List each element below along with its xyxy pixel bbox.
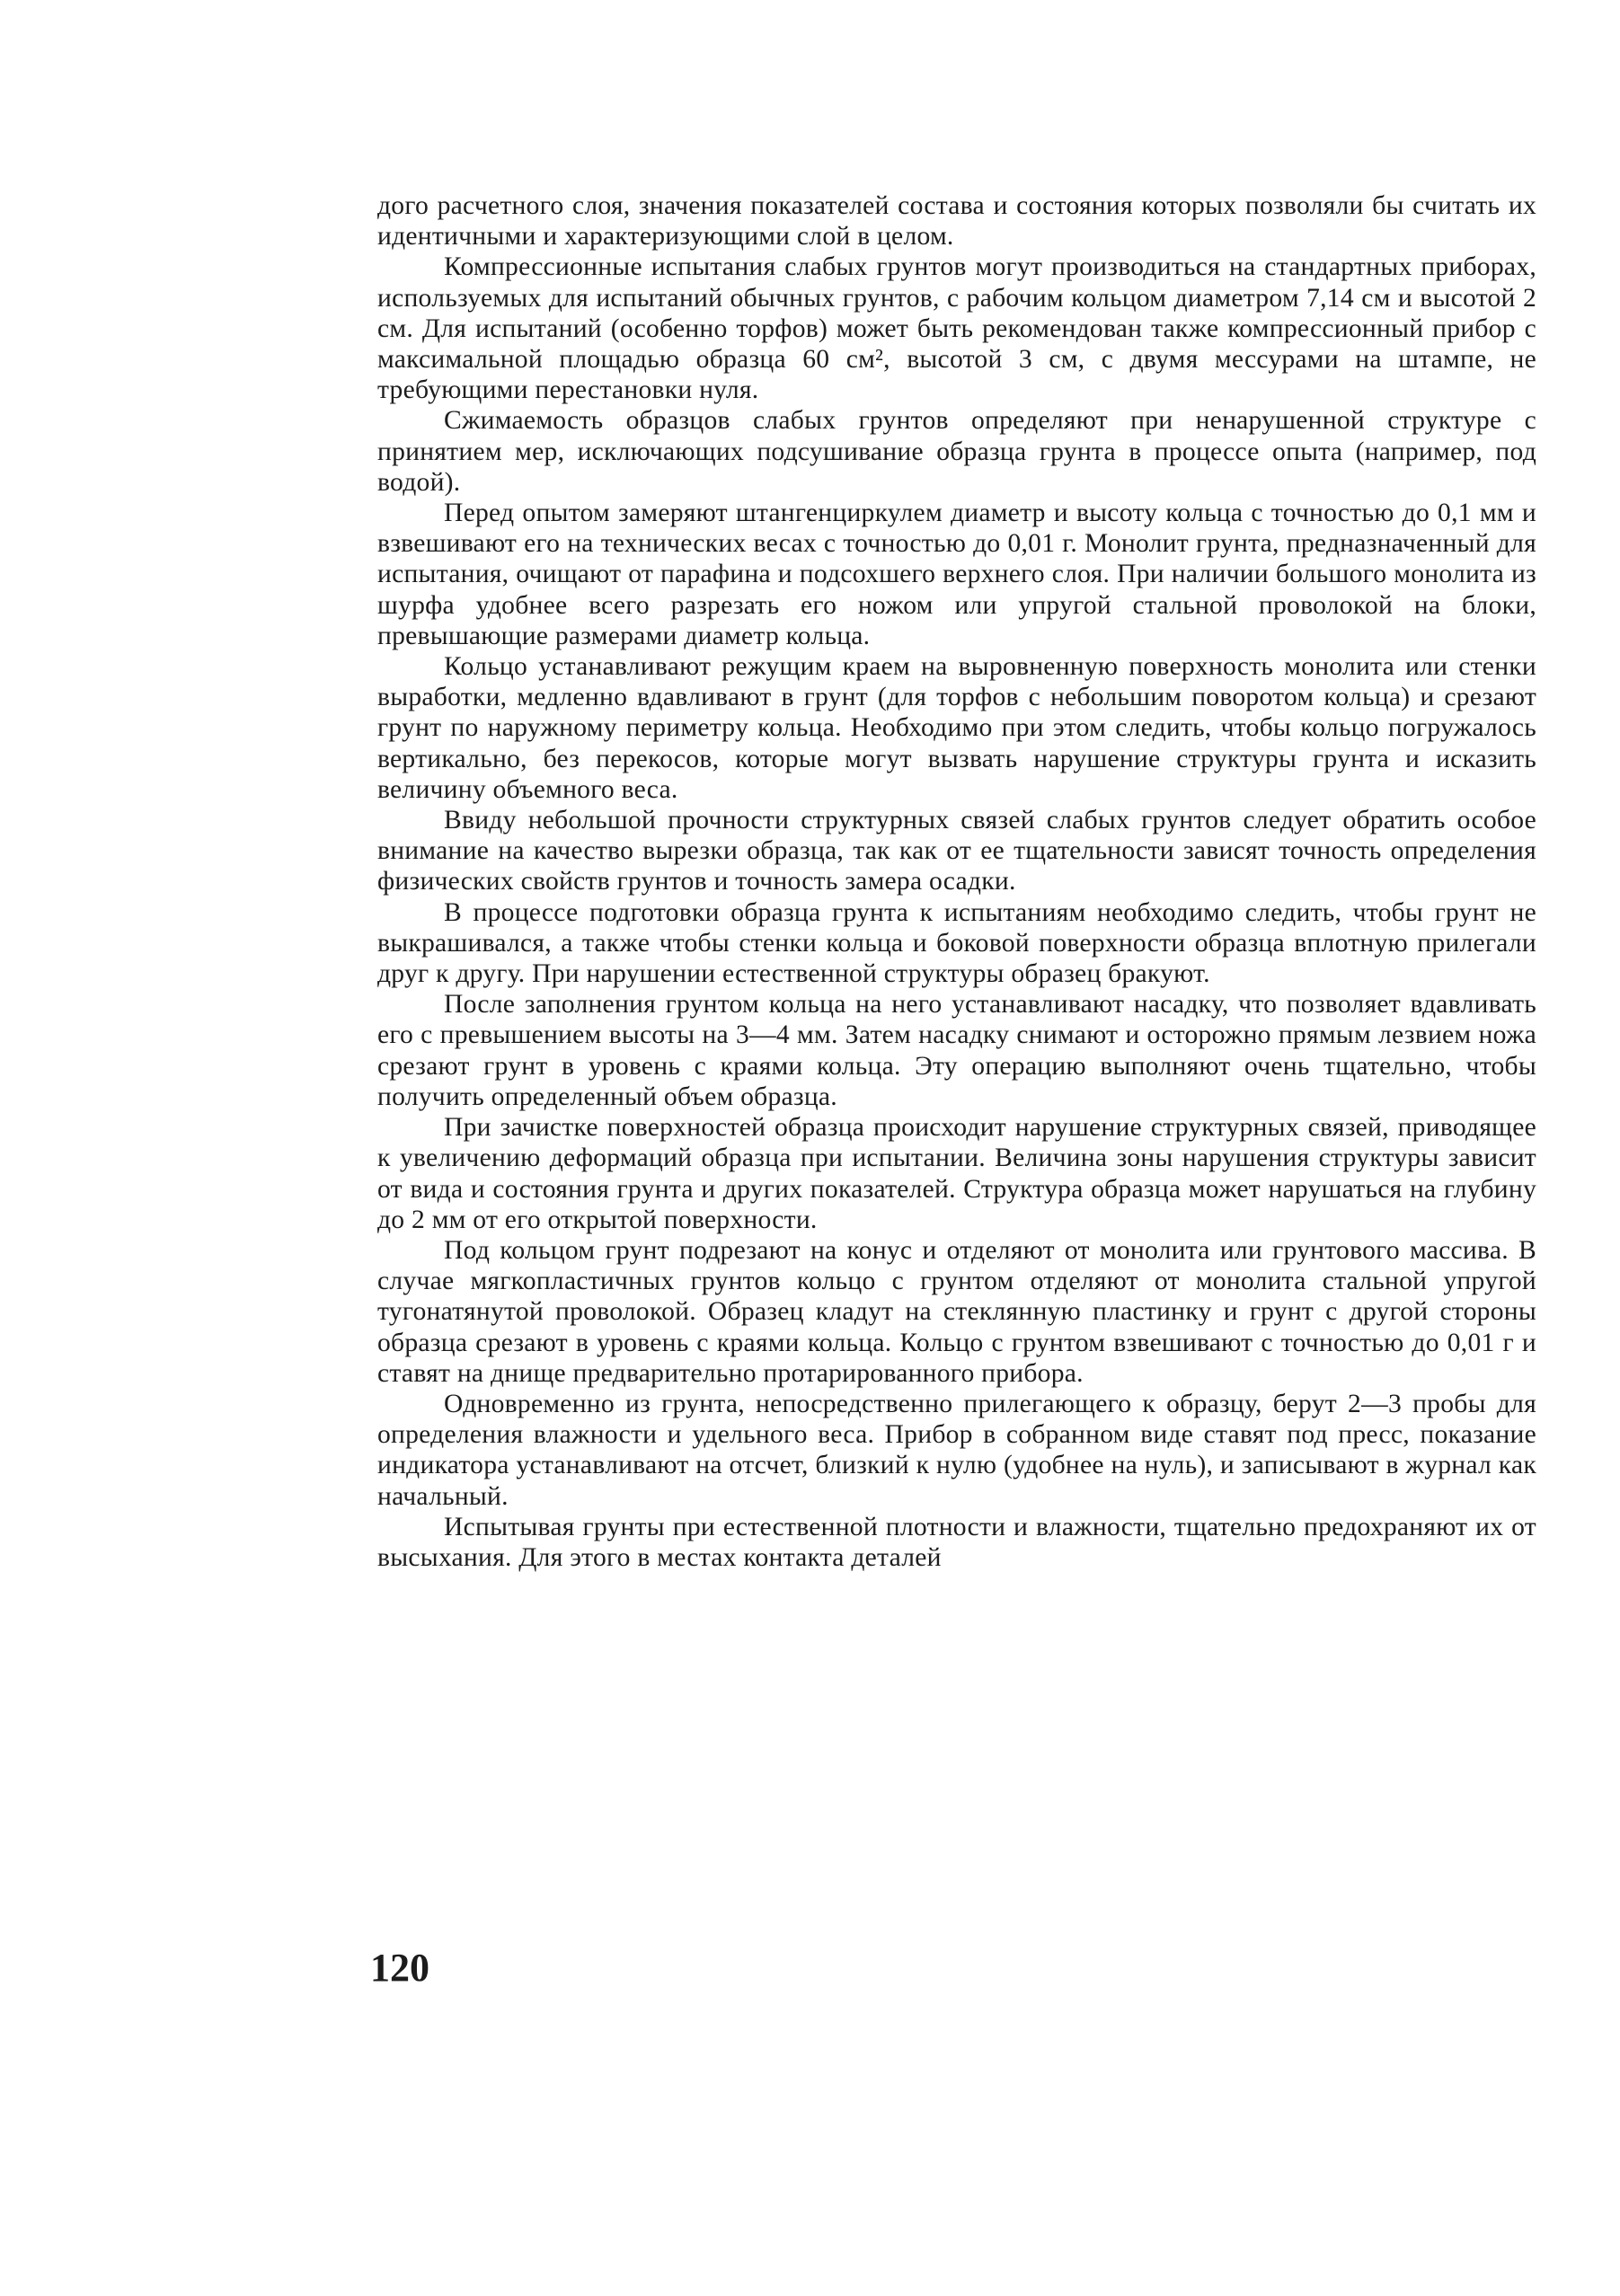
paragraph: Ввиду небольшой прочности структурных связей слабых грунтов следует обратить особое внимание на качество вырезки образца, так как от ее тщательности зависят точность определения физических свойств грунтов и точность замера осадки. xyxy=(377,806,1536,896)
paragraph: дого расчетного слоя, значения показателей состава и состояния которых позволяли бы считать их идентичными и характеризующими слой в целом. xyxy=(377,191,1536,252)
paragraph: Перед опытом замеряют штангенциркулем диаметр и высоту кольца с точностью до 0,1 мм и взвешивают его на технических весах с точностью до 0,01 г. Монолит грунта, предназначенный для испытания, очищают от парафина и подсохшего верхнего слоя. При наличии большого монолита из шурфа удобнее всего разрезать его ножом или упругой стальной проволокой на блоки, превышающие размерами диаметр кольца. xyxy=(377,499,1536,650)
paragraph: Кольцо устанавливают режущим краем на выровненную поверхность монолита или стенки выработки, медленно вдавливают в грунт (для торфов с небольшим поворотом кольца) и срезают грунт по наружному периметру кольца. Необходимо при этом следить, чтобы кольцо погружалось вертикально, без перекосов, которые могут вызвать нарушение структуры грунта и исказить величину объемного веса. xyxy=(377,652,1536,804)
page-text xyxy=(377,190,1536,1573)
paragraph: Испытывая грунты при естественной плотности и влажности, тщательно предохраняют их от высыхания. Для этого в местах контакта деталей xyxy=(377,1512,1536,1572)
paragraph: После заполнения грунтом кольца на него устанавливают насадку, что позволяет вдавливать его с превышением высоты на 3—4 мм. Затем насадку снимают и осторожно прямым лезвием ножа срезают грунт в уровень с краями кольца. Эту операцию выполняют очень тщательно, чтобы получить определенный объем образца. xyxy=(377,990,1536,1111)
paragraph: При зачистке поверхностей образца происходит нарушение структурных связей, приводящее к увеличению деформаций образца при испытании. Величина зоны нарушения структуры зависит от вида и состояния грунта и других показателей. Структура образца может нарушаться на глубину до 2 мм от его открытой поверхности. xyxy=(377,1113,1536,1234)
paragraph: Компрессионные испытания слабых грунтов могут производиться на стандартных приборах, используемых для испытаний обычных грунтов, с рабочим кольцом диаметром 7,14 см и высотой 2 см. Для испытаний (особенно торфов) может быть рекомендован также компрессионный прибор с максимальной площадью образца 60 см², высотой 3 см, с двумя мессурами на штампе, не требующими перестановки нуля. xyxy=(377,252,1536,405)
page-number: 120 xyxy=(370,1946,429,1990)
paragraph: В процессе подготовки образца грунта к испытаниям необходимо следить, чтобы грунт не выкрашивался, а также чтобы стенки кольца и боковой поверхности образца вплотную прилегали друг к другу. При нарушении естественной структуры образец бракуют. xyxy=(377,897,1536,989)
paragraph: Одновременно из грунта, непосредственно прилегающего к образцу, берут 2—3 пробы для определения влажности и удельного веса. Прибор в собранном виде ставят под пресс, показание индикатора устанавливают на отсчет, близкий к нулю (удобнее на нуль), и записывают в журнал как начальный. xyxy=(377,1389,1536,1511)
paragraph: Под кольцом грунт подрезают на конус и отделяют от монолита или грунтового массива. В случае мягкопластичных грунтов кольцо с грунтом отделяют от монолита стальной упругой тугонатянутой проволокой. Образец кладут на стеклянную пластинку и грунт с другой стороны образца срезают в уровень с краями кольца. Кольцо с грунтом взвешивают с точностью до 0,01 г и ставят на днище предварительно протарированного прибора. xyxy=(377,1235,1536,1388)
paragraph: Сжимаемость образцов слабых грунтов определяют при ненарушенной структуре с принятием мер, исключающих подсушивание образца грунта в процессе опыта (например, под водой). xyxy=(377,406,1536,497)
